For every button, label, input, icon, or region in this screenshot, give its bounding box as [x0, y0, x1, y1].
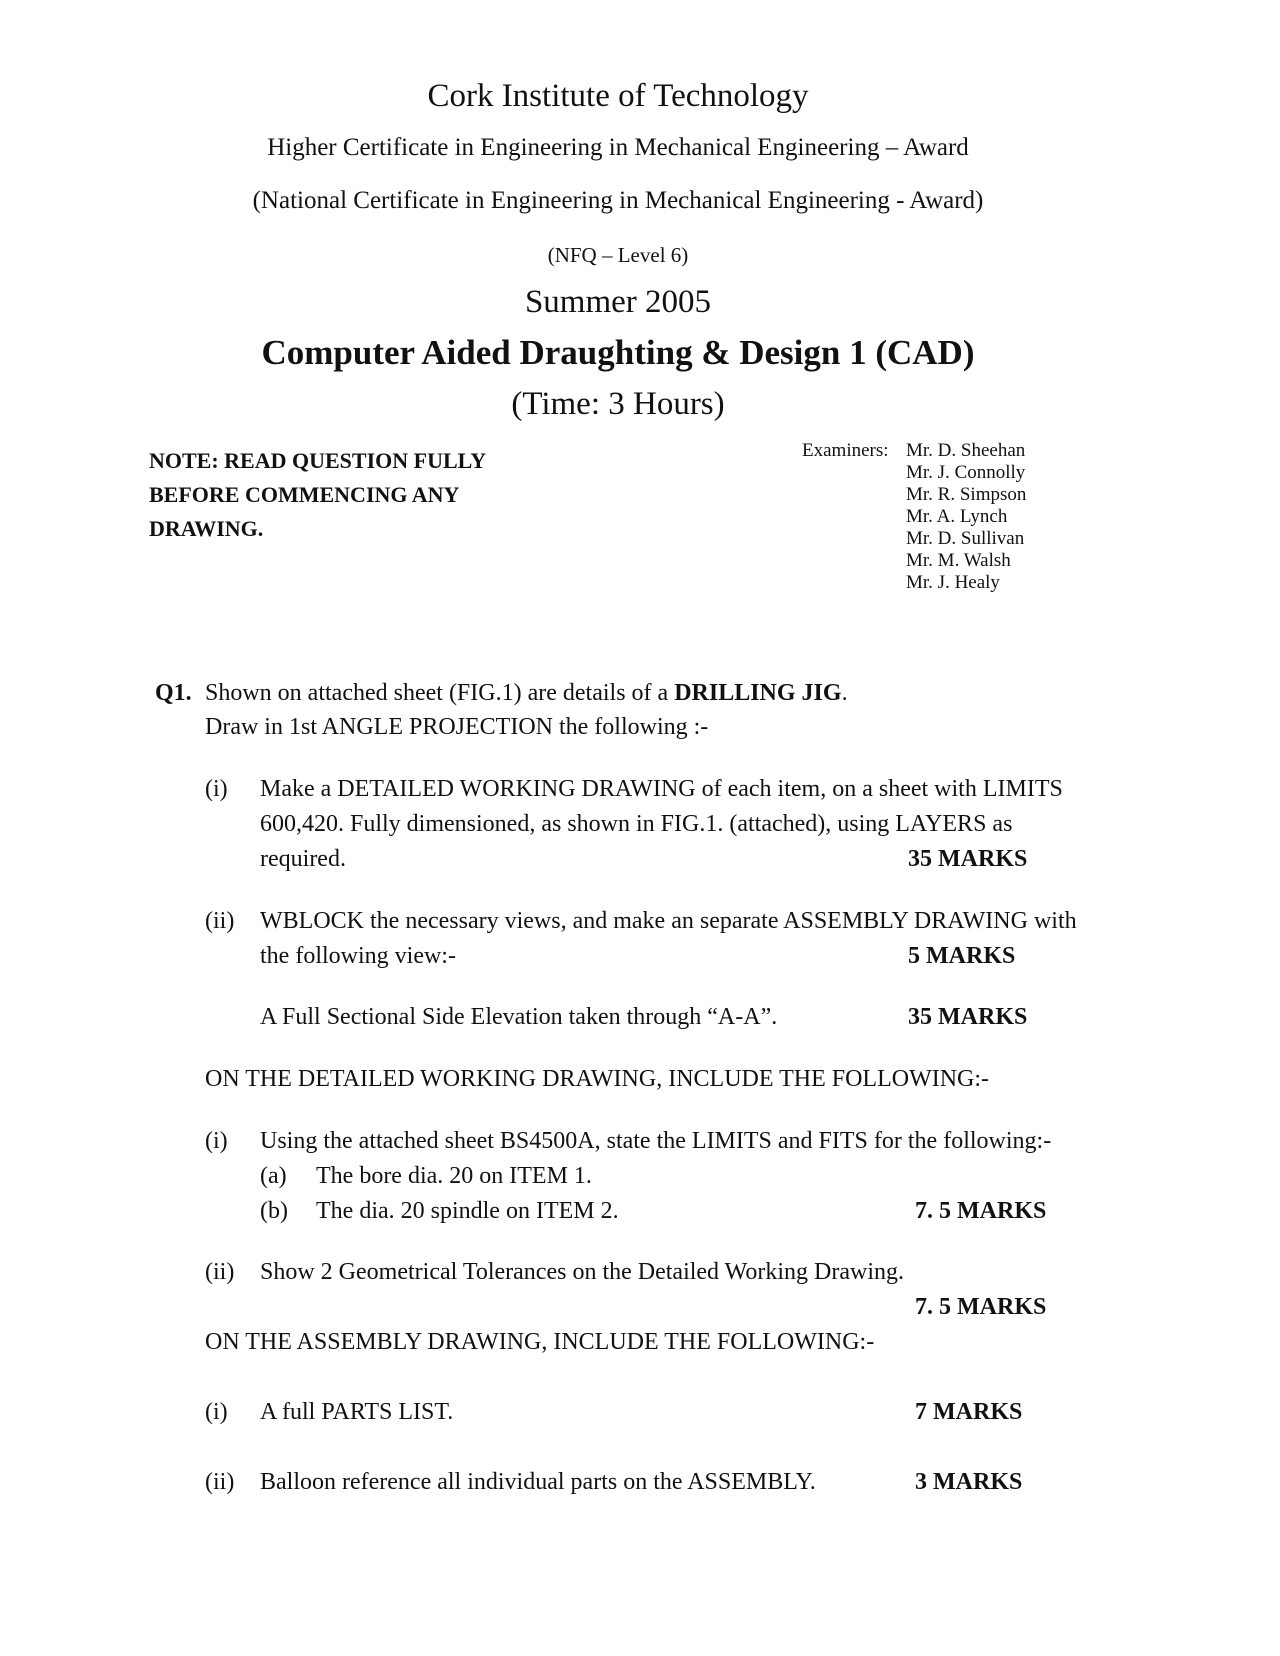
part-ii-line-2: the following view:-: [260, 943, 456, 969]
detailed-i-a-text: The bore dia. 20 on ITEM 1.: [316, 1163, 592, 1189]
section-view-marks: 35 MARKS: [908, 1004, 1028, 1030]
question-intro-emphasis: DRILLING JIG: [674, 680, 842, 706]
examiners-list: [906, 440, 1026, 594]
question-intro-line-2: Draw in 1st ANGLE PROJECTION the following :-: [205, 714, 709, 740]
question-intro-text: Shown on attached sheet (FIG.1) are details of a: [205, 680, 675, 706]
assembly-ii-marks: 3 MARKS: [915, 1469, 1023, 1495]
question-intro-end: .: [841, 680, 848, 706]
examiner-name: Mr. R. Simpson: [906, 484, 1027, 505]
part-i-marks: 35 MARKS: [908, 846, 1028, 872]
part-i-line-2: 600,420. Fully dimensioned, as shown in FIG.1. (attached), using LAYERS as: [260, 811, 1013, 837]
assembly-drawing-heading: ON THE ASSEMBLY DRAWING, INCLUDE THE FOLLOWING:-: [205, 1329, 875, 1355]
detailed-ii-text: Show 2 Geometrical Tolerances on the Detailed Working Drawing.: [260, 1259, 904, 1285]
note-line-2: BEFORE COMMENCING ANY: [149, 482, 460, 507]
assembly-i-number: (i): [205, 1399, 228, 1425]
subject-title: Computer Aided Draughting & Design 1 (CAD): [261, 333, 975, 372]
award-line-2: (National Certificate in Engineering in Mechanical Engineering - Award): [252, 187, 984, 214]
question-intro: [205, 680, 848, 707]
nfq-level: (NFQ – Level 6): [547, 243, 689, 267]
detailed-i-marks: 7. 5 MARKS: [915, 1198, 1047, 1224]
institute-title: Cork Institute of Technology: [427, 78, 809, 114]
exam-time: (Time: 3 Hours): [511, 386, 725, 422]
part-i-line-1: Make a DETAILED WORKING DRAWING of each item, on a sheet with LIMITS: [260, 776, 1063, 802]
examiners-label: Examiners:: [802, 440, 889, 461]
examiner-name: Mr. J. Healy: [906, 572, 1000, 593]
detailed-i-text: Using the attached sheet BS4500A, state the LIMITS and FITS for the following:-: [260, 1128, 1052, 1154]
exam-session: Summer 2005: [524, 284, 712, 320]
part-ii-line-1: WBLOCK the necessary views, and make an separate ASSEMBLY DRAWING with: [260, 908, 1077, 934]
assembly-i-marks: 7 MARKS: [915, 1399, 1023, 1425]
assembly-ii-text: Balloon reference all individual parts on the ASSEMBLY.: [260, 1469, 816, 1495]
detailed-i-b-number: (b): [260, 1198, 288, 1224]
part-i-line-3: required.: [260, 846, 346, 872]
examiner-name: Mr. J. Connolly: [906, 462, 1026, 483]
detailed-ii-marks: 7. 5 MARKS: [915, 1294, 1047, 1320]
assembly-ii-number: (ii): [205, 1469, 235, 1495]
detailed-drawing-heading: ON THE DETAILED WORKING DRAWING, INCLUDE THE FOLLOWING:-: [205, 1066, 990, 1092]
part-ii-number: (ii): [205, 908, 235, 934]
note-line-3: DRAWING.: [149, 516, 264, 541]
examiner-name: Mr. M. Walsh: [906, 550, 1011, 571]
examiner-name: Mr. A. Lynch: [906, 506, 1008, 527]
detailed-i-number: (i): [205, 1128, 228, 1154]
section-view-text: A Full Sectional Side Elevation taken through “A-A”.: [260, 1004, 778, 1030]
examiner-name: Mr. D. Sullivan: [906, 528, 1025, 549]
assembly-i-text: A full PARTS LIST.: [260, 1399, 454, 1425]
detailed-i-b-text: The dia. 20 spindle on ITEM 2.: [316, 1198, 619, 1224]
part-ii-marks: 5 MARKS: [908, 943, 1016, 969]
award-line-1: Higher Certificate in Engineering in Mechanical Engineering – Award: [267, 134, 969, 161]
examiner-name: Mr. D. Sheehan: [906, 440, 1026, 461]
question-number: Q1.: [155, 680, 192, 706]
note-line-1: NOTE: READ QUESTION FULLY: [149, 448, 487, 473]
part-i-number: (i): [205, 776, 228, 802]
detailed-ii-number: (ii): [205, 1259, 235, 1285]
detailed-i-a-number: (a): [260, 1163, 287, 1189]
